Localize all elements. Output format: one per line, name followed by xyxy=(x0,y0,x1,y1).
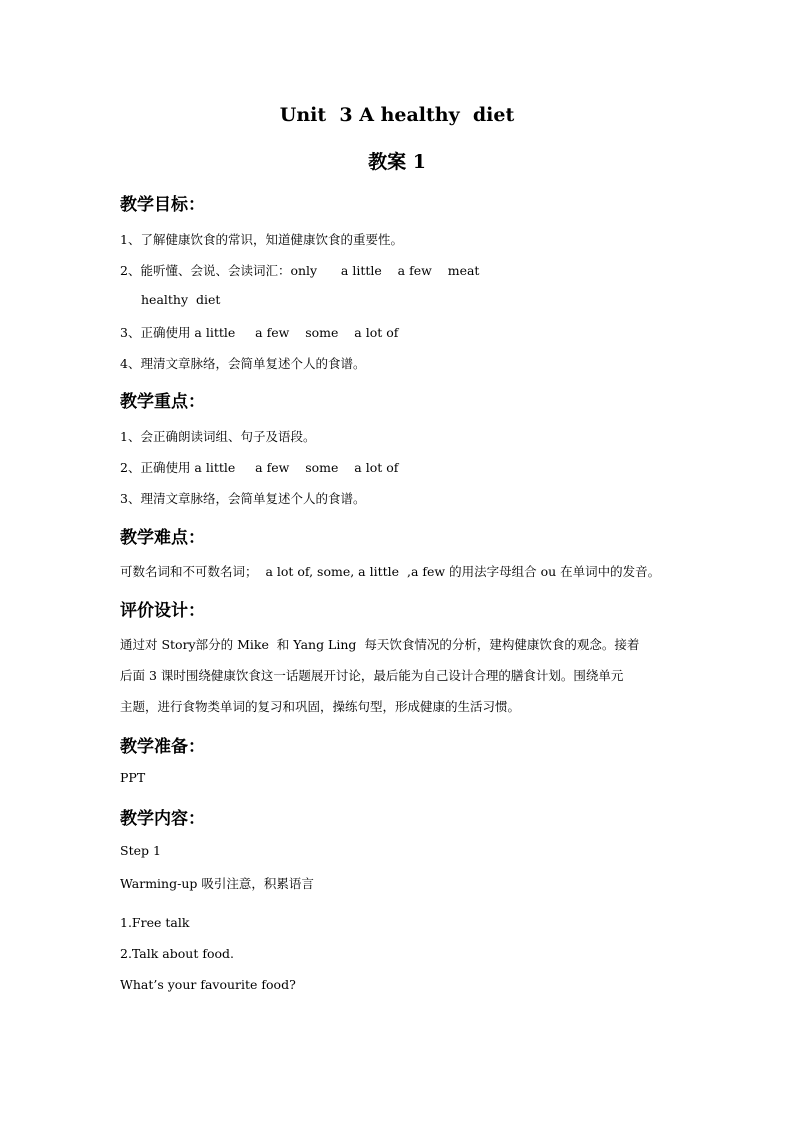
content-heading: 教学内容： xyxy=(120,809,205,829)
key-point-item: 2、正确使用 a little a few some a lot of xyxy=(120,460,399,475)
difficulties-heading: 教学难点： xyxy=(120,528,205,548)
content-item: What’s your favourite food? xyxy=(120,977,296,992)
document-title: Unit 3 A healthy diet xyxy=(279,104,515,126)
difficulty-item: 可数名词和不可数名词； a lot of, some, a little ,a few 的用法字母组合 ou 在单词中的发音。 xyxy=(120,564,661,579)
evaluation-line: 主题，进行食物类单词的复习和巩固，操练句型，形成健康的生活习惯。 xyxy=(120,699,521,714)
preparation-item: PPT xyxy=(120,770,146,785)
document-subtitle: 教案 1 xyxy=(368,151,426,173)
evaluation-line: 通过对 Story部分的 Mike 和 Yang Ling 每天饮食情况的分析，建构健康饮食的观念。接着 xyxy=(120,637,640,652)
key-point-item: 1、会正确朗读词组、句子及语段。 xyxy=(120,429,316,444)
content-item: 2.Talk about food. xyxy=(120,946,234,961)
objective-item: 3、正确使用 a little a few some a lot of xyxy=(120,325,399,340)
content-item: Warming-up 吸引注意，积累语言 xyxy=(120,876,314,891)
key-points-heading: 教学重点： xyxy=(120,392,205,412)
objectives-heading: 教学目标： xyxy=(120,195,205,215)
key-point-item: 3、理清文章脉络，会简单复述个人的食谱。 xyxy=(120,491,366,506)
evaluation-heading: 评价设计： xyxy=(120,601,205,621)
evaluation-line: 后面 3 课时围绕健康饮食这一话题展开讨论，最后能为自己设计合理的膳食计划。围绕单元 xyxy=(120,668,624,683)
preparation-heading: 教学准备： xyxy=(120,737,205,757)
content-item: Step 1 xyxy=(120,843,161,858)
objective-item: healthy diet xyxy=(141,292,221,307)
objective-item: 4、理清文章脉络，会简单复述个人的食谱。 xyxy=(120,356,366,371)
objective-item: 2、能听懂、会说、会读词汇：only a little a few meat xyxy=(120,263,480,278)
objective-item: 1、了解健康饮食的常识，知道健康饮食的重要性。 xyxy=(120,232,403,247)
content-item: 1.Free talk xyxy=(120,915,190,930)
